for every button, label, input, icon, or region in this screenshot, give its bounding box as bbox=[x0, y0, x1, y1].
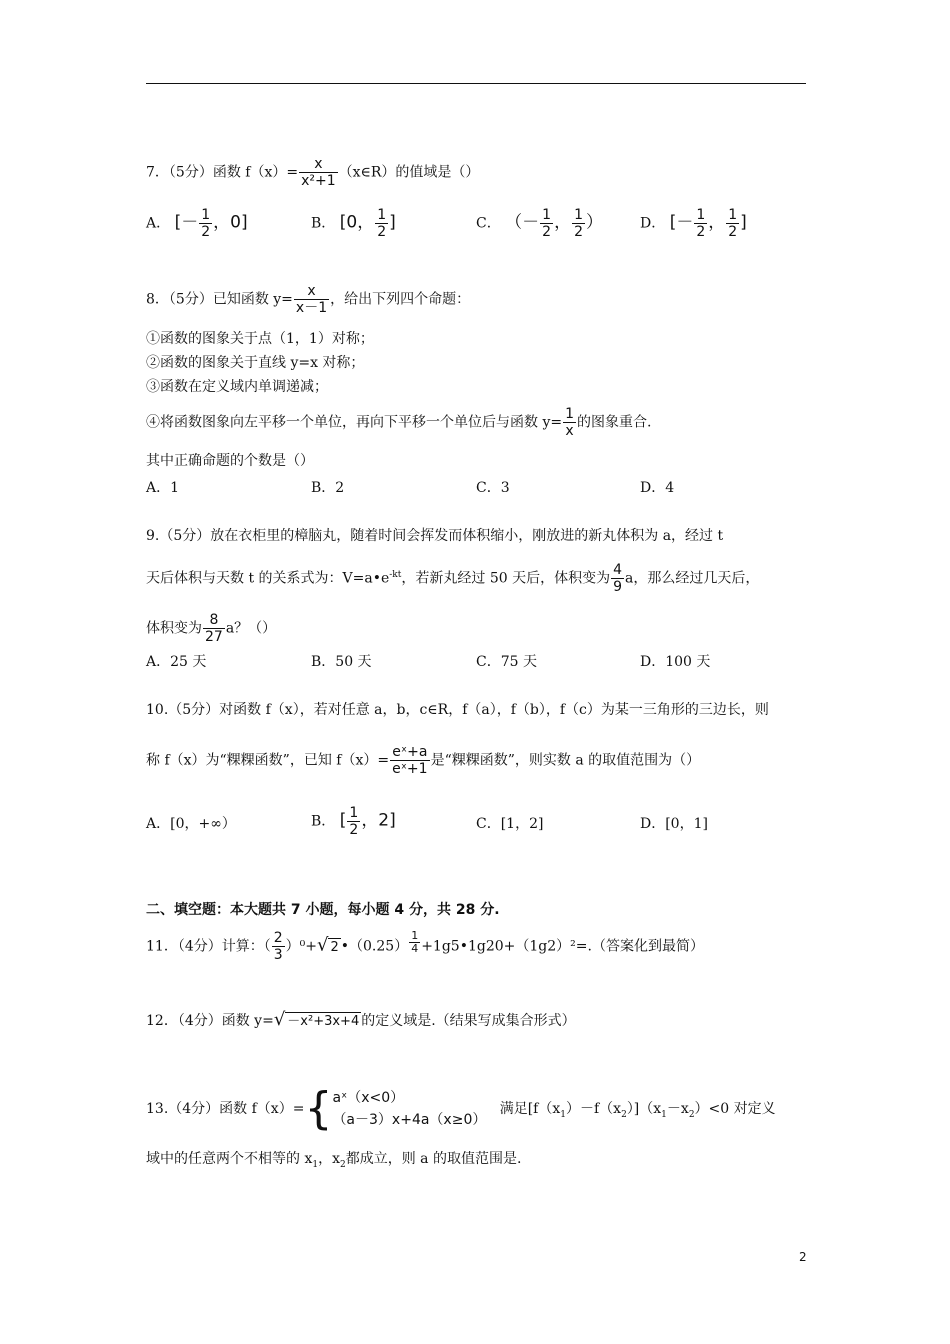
q10-option-d: D．[0，1] bbox=[640, 816, 708, 832]
q9-option-b: B．50 天 bbox=[311, 654, 372, 670]
q7-option-d: D． [－ $\frac{1}{2}$ ， $\frac{1}{2}$ ] bbox=[640, 207, 747, 240]
q8-statement-3: ③函数在定义域内单调递减； bbox=[146, 379, 328, 395]
q10-line-1: 10.（5分）对函数 f（x），若对任意 a，b，c∈R，f（a），f（b），f（c）为某一三角形的三边长，则 bbox=[146, 702, 769, 718]
q9-line-1: 9.（5分）放在衣柜里的樟脑丸，随着时间会挥发而体积缩小，刚放进的新丸体积为 a，经过 t bbox=[146, 528, 724, 544]
q9-option-c: C．75 天 bbox=[476, 654, 537, 670]
q8-option-a: A．1 bbox=[146, 480, 180, 496]
q8-statement-4: ④将函数图象向左平移一个单位，再向下平移一个单位后与函数 y= $\frac{1}{x}$ 的图象重合. bbox=[146, 406, 652, 439]
q13-stem: 13.（4分）函数 f（x）={ aˣ（x<0） （a－3）x+4a（x≥0） 满足$[f(x_1)-f(x_2)](x_1-x_2)<0$ 对定义 bbox=[146, 1083, 776, 1134]
q12-stem: 12．（4分）函数 y=√ －x²+3x+4 的定义域是.（结果写成集合形式） bbox=[146, 1009, 576, 1030]
q9-line-2: 天后体积与天数 t 的关系式为：$V=a•e^{-kt}$，若新丸经过 50 天后，体积变为 $\frac{4}{9}$ a，那么经过几天后， bbox=[146, 562, 760, 595]
q7-stem: 7．（5分）函数 f（x）= $\frac{x}{\text{x²+1}}$ （x∈R）的值域是（） bbox=[146, 156, 480, 189]
page-number: 2 bbox=[799, 1250, 807, 1264]
q9-line-3: 体积变为 $\frac{8}{27}$ a？（） bbox=[146, 612, 277, 645]
q11-stem: 11．（4分）计算：（ $\frac{2}{3}$ ）⁰+√ 2 •（0.25） $\frac{1}{4}$ +1g5•1g20+（1g2）²=.（答案化到最简） bbox=[146, 929, 704, 963]
q13-line-2: 域中的任意两个不相等的 $x_1$，$x_2$都成立，则 a 的取值范围是. bbox=[146, 1151, 522, 1170]
q7-option-c: C． （－ $\frac{1}{2}$ ， $\frac{1}{2}$ ） bbox=[476, 207, 604, 240]
q8-statement-1: ①函数的图象关于点（1，1）对称； bbox=[146, 331, 374, 347]
q10-line-2: 称 f（x）为“粿粿函数”，已知 f（x）= $\frac{\text{eˣ+a}}{\text{eˣ+1}}$ 是“粿粿函数”，则实数 a 的取值范围为（） bbox=[146, 744, 701, 777]
q9-option-d: D．100 天 bbox=[640, 654, 711, 670]
section-2-heading: 二、填空题：本大题共 7 小题，每小题 4 分，共 28 分. bbox=[146, 902, 500, 918]
q8-option-d: D．4 bbox=[640, 480, 675, 496]
q10-option-a: A．[0，+∞） bbox=[146, 816, 236, 832]
q7-option-a: A． [－ $\frac{1}{2}$ ，0] bbox=[146, 207, 248, 240]
q13-piecewise: aˣ（x<0） （a－3）x+4a（x≥0） bbox=[332, 1090, 487, 1128]
q10-option-c: C．[1，2] bbox=[476, 816, 544, 832]
q9-option-a: A．25 天 bbox=[146, 654, 207, 670]
header-rule bbox=[146, 83, 806, 84]
q7-option-b: B． [0， $\frac{1}{2}$ ] bbox=[311, 207, 396, 240]
q10-option-b: B． [ $\frac{1}{2}$ ，2] bbox=[311, 805, 396, 838]
q8-option-b: B．2 bbox=[311, 480, 345, 496]
q8-option-c: C．3 bbox=[476, 480, 510, 496]
q10-fraction: $\frac{\text{eˣ+a}}{\text{eˣ+1}}$ bbox=[392, 744, 428, 777]
q8-stem: 8．（5分）已知函数 y= $\frac{x}{x-1}$ ，给出下列四个命题： bbox=[146, 283, 471, 316]
q8-statement-2: ②函数的图象关于直线 y=x 对称； bbox=[146, 355, 365, 371]
q8-fraction: $\frac{x}{x-1}$ bbox=[295, 283, 328, 316]
q7-fraction: $\frac{x}{\text{x²+1}}$ bbox=[301, 156, 336, 189]
q8-question: 其中正确命题的个数是（） bbox=[146, 453, 314, 469]
